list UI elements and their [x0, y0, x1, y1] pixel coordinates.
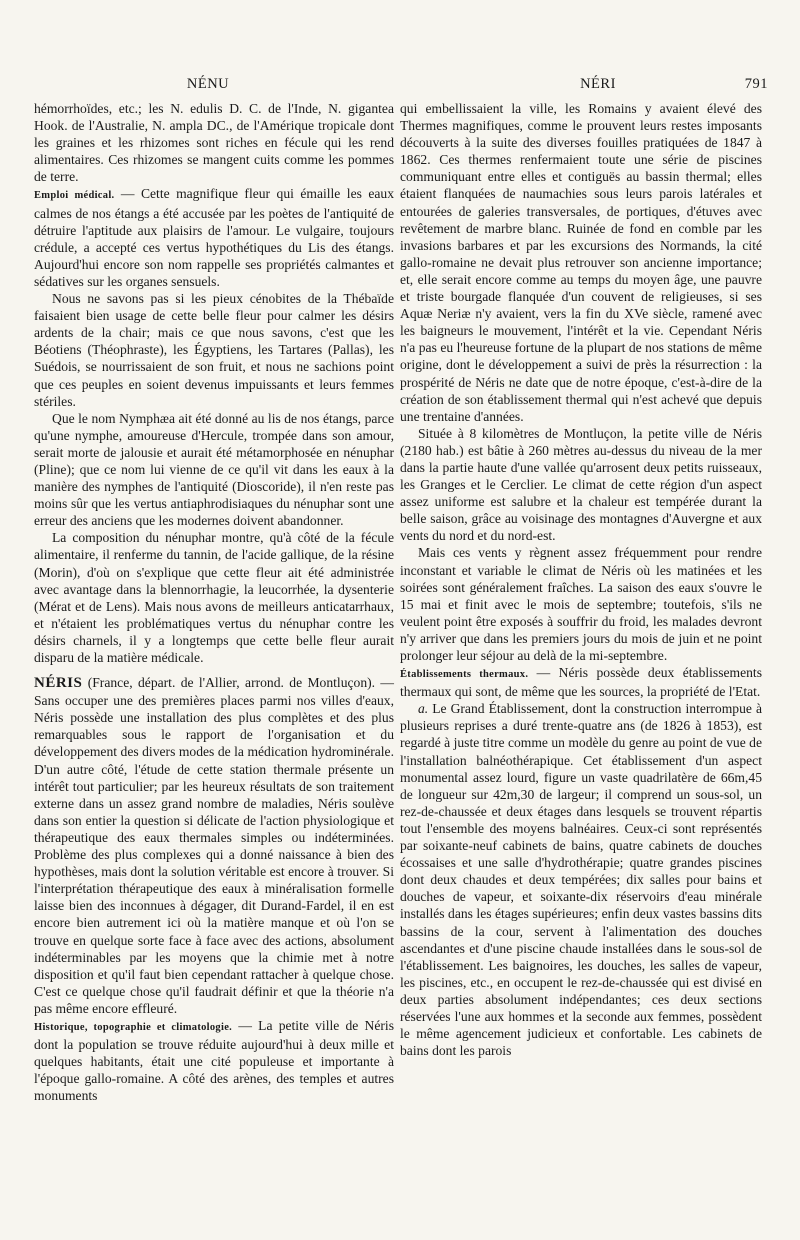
entry-headword: NÉRIS [34, 675, 83, 692]
paragraph-text: (France, départ. de l'Allier, arrond. de Montluçon). — Sans occuper une des premières places parmi nos villes d'eaux, Néris possède une installation des plus complètes et des plus remarquables sous le rapport de l'organisation et du développement des divers modes de la médication hydrominérale. D'un autre côté, l'étude de cette station thermale présente un intérêt tout particulier; par les heureux résultats de son traitement externe dans un assez grand nombre de maladies, Néris soulève dans son entier la question si délicate de l'action physiologique et thérapeutique des eaux thermales simples ou indéterminées. Problème des plus complexes qui a donné naissance à bien des hypothèses, mais dont la solution véritable est encore à trouver. Si l'interprétation thérapeutique des eaux à minéralisation formelle laisse bien des inconnues à dégager, dit Durand-Fardel, il en est encore bien autrement ici où la matière manque et où l'on se trouve en quelque sorte face à face avec des actions, absolument indéterminables par les moyens que la chimie met à notre disposition et qu'il faut bien cependant rattacher à quelque chose. C'est ce quelque chose qu'il faudrait définir et que la théorie n'a pas même encore effleuré. [34, 675, 394, 1016]
left-column [34, 100, 394, 1104]
section-heading-historique: Historique, topographie et climatologie. [34, 1021, 233, 1033]
paragraph: La composition du nénuphar montre, qu'à côté de la fécule alimentaire, il renferme du tannin, de l'acide gallique, de la résine (Morin), d'où on s'explique que cette fleur ait été administrée avec avantage dans la blennorrhagie, la leucorrhée, la dysenterie (Mérat et de Lens). Mais nous avons de meilleurs anticatarrhaux, et n'étaient les problématiques vertus du nénuphar contre les désirs charnels, il y a longtemps que cette belle fleur aurait disparu de la matière médicale. [34, 530, 394, 665]
running-head-right: NÉRI [580, 76, 616, 92]
paragraph-text: Le Grand Établissement, dont la construction interrompue à plusieurs reprises a duré trente-quatre ans (de 1826 à 1853), est regardé à juste titre comme un modèle du genre au point de vue de l'installation balnéothérapique. Cet établissement d'un aspect monumental assez lourd, figure un vaste quadrilatère de 66m,45 de longueur sur 42m,30 de largeur; il comprend un sous-sol, un rez-de-chaussée et deux étages dans lesquels se trouvent répartis tout l'ensemble des moyens balnéaires. Ceux-ci sont représentés par soixante-neuf cabinets de bains, quatre cabinets de douches écossaises et une salle d'hydrothérapie; quatre grandes piscines dont deux chaudes et deux tempérées; dix salles pour bains et douches de vapeur, et soixante-dix réservoirs d'eau minérale installés dans les étages supérieures; enfin deux vastes bassins dits bassins de la cour, servent à l'alimentation des douches ascendantes et d'une piscine chaude installées dans le sous-sol de l'établissement. Les baignoires, les douches, les salles de vapeur, les piscines, etc., en occupent le rez-de-chaussée qui est divisé en deux parties absolument indépendantes; ces deux sections réservées l'une aux hommes et la seconde aux femmes, possèdent le même agencement judicieux et confortable. Les cabinets de bains dont les parois [400, 701, 762, 1059]
paragraph: Située à 8 kilomètres de Montluçon, la petite ville de Néris (2180 hab.) est bâtie à 260 mètres au-dessus du niveau de la mer dans la partie haute d'une vallée qu'arrosent deux petits ruisseaux, les Granges et le Cerclier. Le climat de cette région d'un aspect assez uniforme est salubre et la chaleur est tempérée durant la belle saison, grâce au voisinage des montagnes d'Auvergne et aux vents du nord et du nord-est. [400, 425, 762, 544]
paragraph: Nous ne savons pas si les pieux cénobites de la Thébaïde faisaient bien usage de cette belle fleur pour calmer les désirs ardents de la chair; mais ce que nous savons, c'est que les Béotiens (Théophraste), les Égyptiens, les Tartares (Pallas), les Suédois, se nourrissaient de son fruit, et nous ne sachions point que ces peuples en soient devenus impuissants et leurs femmes stériles. [34, 291, 394, 409]
paragraph-etablissements [400, 664, 762, 700]
paragraph: hémorrhoïdes, etc.; les N. edulis D. C. de l'Inde, N. gigantea Hook. de l'Australie, N. ampla DC., de l'Amérique tropicale dont les graines et les rhizomes sont riches en fécule qui les rend alimentaires. Ces rhizomes se mangent cuits comme les pommes de terre. [34, 101, 394, 185]
section-heading-etablissements: Établissements thermaux. [400, 669, 529, 681]
section-heading-emploi: Emploi médical. [34, 190, 115, 202]
paragraph-text: — Cette magnifique fleur qui émaille les eaux calmes de nos étangs a été accusée par les poètes de l'antiquité de détruire l'aptitude aux plaisirs de l'amour. Le vulgaire, toujours crédule, a accepté ces vertus hypothétiques du Lis des étangs. Aujourd'hui encore son nom rappelle ses propriétés calmantes et sédatives sur les organes sensuels. [34, 186, 394, 289]
paragraph-grand-etablissement [400, 700, 762, 1059]
paragraph-text: — Néris possède deux établissements thermaux qui sont, de même que les sources, la propriété de l'Etat. [400, 665, 763, 700]
right-column [400, 100, 762, 1059]
paragraph: Que le nom Nymphæa ait été donné au lis de nos étangs, parce qu'une nymphe, amoureuse d'Hercule, trompée dans son amour, serait morte de jalousie et aurait été métamorphosée en nénuphar (Pline); que ce nom lui vienne de ce qu'il vit dans les eaux à la manière des nymphes de l'antiquité (Dioscoride), il n'en reste pas moins sûr que les vertus antiaphrodisiaques du nénuphar sont une erreur des anciens que les modernes doivent abandonner. [34, 410, 394, 529]
paragraph: Mais ces vents y règnent assez fréquemment pour rendre inconstant et variable le climat de Néris où les matinées et les soirées sont généralement fraîches. La saison des eaux s'ouvre le 15 mai et finit avec le mois de septembre; toutefois, s'ils ne veulent point être exposés à souffrir du froid, les malades devront n'y arriver que dans les premiers jours du mois de juin et ne point prolonger leur séjour au delà de la mi-septembre. [400, 545, 762, 663]
entry-neris [34, 674, 394, 1017]
item-letter: a. [418, 701, 429, 717]
running-head-left: NÉNU [186, 76, 230, 92]
page-number: 791 [744, 76, 768, 92]
paragraph: qui embellissaient la ville, les Romains y avaient élevé des Thermes magnifiques, comme le prouvent leurs restes imposants découverts à la suite des diverses fouilles pratiquées de 1847 à 1862. Ces thermes renfermaient toute une série de piscines communiquant entre elles et contiguës au bassin thermal; elles étaient flanquées de naumachies sous leurs parois latérales et entourées de galeries transversales, de portiques, d'étuves avec revêtement de marbre blanc. Ruinée de fond en comble par les invasions barbares et par les excursions des Normands, la cité gallo-romaine ne devait plus retrouver son ancienne importance; et, elle serait encore comme au temps du moyen âge, une pauvre et triste bourgade flanquée d'un couvent de religieuses, si ses Aquæ Neriæ n'y avaient, vers la fin du XVe siècle, ramené avec les baigneurs le mouvement, l'intérêt et la vie. Cependant Néris n'a pas eu l'heureuse fortune de la plupart de nos stations de même origine, dont le développement a suivi de près la résurrection : la prospérité de Néris ne date que de notre époque, c'est-à-dire de la création de son établissement thermal qui n'est achevé que depuis une trentaine d'années. [400, 101, 762, 424]
paragraph-text: — La petite ville de Néris dont la population se trouve réduite aujourd'hui à deux mille et quelques habitants, était une cité populeuse et importante à l'époque gallo-romaine. A côté des arènes, des temples et autres monuments [34, 1017, 395, 1104]
paragraph-emploi [34, 185, 394, 290]
paragraph-historique [34, 1017, 394, 1104]
